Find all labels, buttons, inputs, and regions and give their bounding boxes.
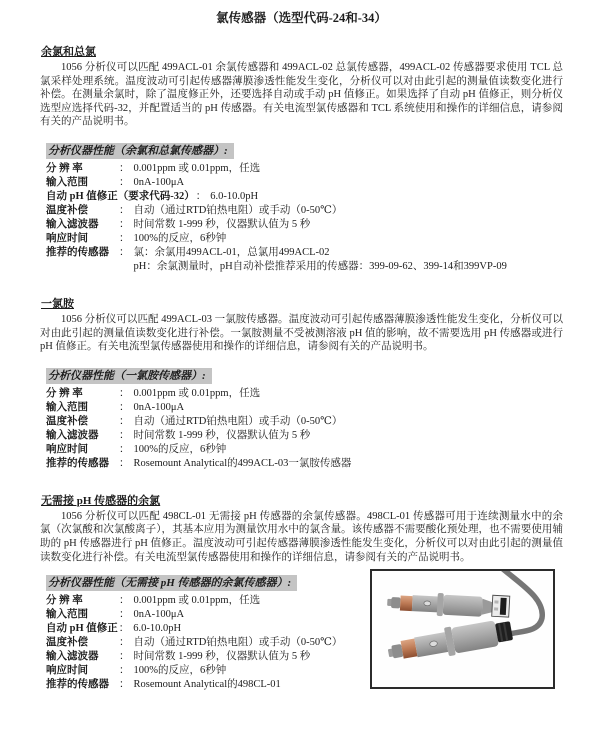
spec-colon: ： [119, 204, 130, 216]
spec-value-line-ph: pH：余氯测量时，pH自动补偿推荐采用的传感器：399-09-62、399-14和399VP-09 [133, 260, 507, 272]
spec-value: 时间常数 1-999 秒，仪器默认值为 5 秒 [133, 218, 311, 230]
spec-value: 0.001ppm 或 0.01ppm，任选 [133, 162, 261, 174]
spec-value: 100%的反应，6秒钟 [133, 443, 227, 455]
spec-value [134, 246, 507, 274]
spec-row-input-range [46, 401, 563, 415]
top-sensor-connector [492, 595, 510, 617]
spec-value: 6.0-10.0pH [133, 623, 182, 635]
spec-colon: ： [119, 595, 130, 607]
spec-list-monochloramine [46, 387, 563, 471]
section-monochloramine [40, 297, 563, 471]
spec-value-line-chlorine: 氯：余氯用499ACL-01，总氯用499ACL-02 [133, 246, 330, 258]
spec-colon: ： [119, 609, 130, 621]
spec-value: 0nA-100μA [133, 401, 185, 413]
spec-row-resolution [46, 387, 563, 401]
spec-colon: ： [119, 679, 130, 691]
section-free-and-total-chlorine [40, 45, 563, 274]
spec-value: 0nA-100μA [133, 609, 185, 621]
spec-row-auto-ph-correction [46, 622, 370, 636]
spec-list-free-total [46, 162, 563, 274]
spec-value: 0.001ppm 或 0.01ppm，任选 [133, 387, 261, 399]
spec-value: 100%的反应，6秒钟 [133, 665, 227, 677]
spec-label: 输入范围 [46, 609, 88, 621]
spec-row-recommended-sensors [46, 457, 563, 471]
spec-value: 0.001ppm 或 0.01ppm，任选 [133, 595, 261, 607]
spec-row-temp-compensation [46, 204, 563, 218]
spec-label: 输入滤波器 [46, 429, 99, 441]
spec-value: 自动（通过RTD铂热电阻）或手动（0-50℃） [133, 637, 343, 649]
spec-row-temp-compensation [46, 415, 563, 429]
spec-row-resolution [46, 162, 563, 176]
spec-row-input-range [46, 176, 563, 190]
section-free-chlorine-no-ph [40, 494, 563, 692]
section-heading-monochloramine: 一氯胺 [41, 297, 74, 310]
spec-value: 自动（通过RTD铂热电阻）或手动（0-50℃） [133, 204, 343, 216]
page-title: 氯传感器（选型代码-24和-34） [216, 11, 387, 25]
spec-row-temp-compensation [46, 636, 370, 650]
spec-label: 温度补偿 [46, 637, 88, 649]
spec-value: 6.0-10.0pH [210, 190, 259, 202]
spec-row-input-filter [46, 650, 370, 664]
spec-label: 响应时间 [46, 232, 88, 244]
spec-colon: ： [119, 457, 130, 469]
spec-label: 自动 pH 值修正 [46, 623, 118, 635]
performance-heading-free-chlorine-no-ph: 分析仪器性能（无需接 pH 传感器的余氯传感器）: [46, 575, 297, 591]
sensor-photo-illustration [372, 571, 553, 687]
spec-colon: ： [119, 443, 130, 455]
spec-label: 推荐的传感器 [46, 679, 109, 691]
spec-row-response-time [46, 232, 563, 246]
spec-colon: ： [118, 623, 130, 635]
spec-row-recommended-sensors [46, 246, 563, 274]
spec-colon: ： [119, 218, 130, 230]
spec-label: 自动 pH 值修正（要求代码-32） [46, 190, 195, 202]
spec-label: 响应时间 [46, 443, 88, 455]
spec-colon: ： [119, 401, 130, 413]
spec-label: 温度补偿 [46, 204, 88, 216]
spec-colon: ： [119, 665, 130, 677]
spec-label: 输入滤波器 [46, 651, 99, 663]
spec-row-response-time [46, 443, 563, 457]
spec-label: 分 辨 率 [46, 595, 83, 607]
spec-row-response-time [46, 664, 370, 678]
spec-value: 时间常数 1-999 秒，仪器默认值为 5 秒 [133, 651, 311, 663]
spec-value: Rosemount Analytical的498CL-01 [133, 679, 281, 691]
spec-row-input-filter [46, 429, 563, 443]
section-paragraph: 1056 分析仪可以匹配 499ACL-03 一氯胺传感器。温度波动可引起传感器薄膜渗透性能发生变化，分析仪可以对由此引起的测量值读数变化进行补偿。一氯胺测量不受被测溶液 pH 值的影响，故不需要选用 pH 传感器或进行 pH 值修正。有关电流型氯传感器使用和操作的详细信息，请参阅有关的产品说明书。 [40, 313, 563, 353]
spec-colon: ： [119, 415, 130, 427]
spec-value: 0nA-100μA [133, 176, 185, 188]
spec-label: 分 辨 率 [46, 387, 83, 399]
spec-label: 分 辨 率 [46, 162, 83, 174]
spec-colon: ： [119, 429, 130, 441]
section-heading-free-chlorine-no-ph: 无需接 pH 传感器的余氯 [41, 494, 161, 507]
spec-label: 推荐的传感器 [46, 246, 109, 258]
spec-colon: ： [119, 651, 130, 663]
spec-label: 输入范围 [46, 401, 88, 413]
spec-colon: ： [119, 387, 130, 399]
spec-value: Rosemount Analytical的499ACL-03一氯胺传感器 [133, 457, 352, 469]
spec-label: 输入范围 [46, 176, 88, 188]
section-paragraph: 1056 分析仪可以匹配 498CL-01 无需接 pH 传感器的余氯传感器。498CL-01 传感器可用于连续测量水中的余氯（次氯酸和次氯酸离子），其基本应用为测量饮用水中的氯含量。该传感器不需要酸化预处理，也不需要使用辅助的 pH 传感器进行 pH 值修正。温度波动可引起传感器薄膜渗透性能发生变化，分析仪可以对由此引起的测量值读数变化进行补偿。有关电流型氯传感器使用和操作的详细信息，请参阅有关的产品说明书。 [40, 510, 563, 563]
spec-colon: ： [119, 246, 130, 258]
section-heading-free-total-chlorine: 余氯和总氯 [41, 46, 96, 58]
sensor-photo [370, 569, 555, 689]
spec-row-auto-ph-correction [46, 190, 563, 204]
spec-label: 温度补偿 [46, 415, 88, 427]
spec-value: 自动（通过RTD铂热电阻）或手动（0-50℃） [133, 415, 343, 427]
spec-label: 响应时间 [46, 665, 88, 677]
spec-colon: ： [195, 190, 207, 202]
spec-colon: ： [119, 162, 130, 174]
section-paragraph: 1056 分析仪可以匹配 499ACL-01 余氯传感器和 499ACL-02 总氯传感器，499ACL-02 传感器要求使用 TCL 总氯采样处理系统。温度波动可引起传感器薄膜渗透性能发生变化，分析仪可以对由此引起的测量值读数变化进行补偿。在测量余氯时，除了温度修正外，还要选择自动或手动 pH 值修正。如果选择了自动 pH 值修正，则分析仪选型应选择代码-32，并配置适当的 pH 传感器。有关电流型氯传感器和 TCL 系统使用和操作的详细信息，请参阅有关的产品说明书。 [40, 62, 563, 128]
spec-label: 推荐的传感器 [46, 457, 109, 469]
spec-list-free-chlorine-no-ph [46, 594, 370, 692]
spec-colon: ： [119, 176, 130, 188]
bottom-row [40, 573, 563, 692]
spec-value: 时间常数 1-999 秒，仪器默认值为 5 秒 [133, 429, 311, 441]
spec-row-resolution [46, 594, 370, 608]
spec-column [40, 573, 370, 692]
spec-colon: ： [119, 232, 130, 244]
spec-label: 输入滤波器 [46, 218, 99, 230]
spec-value: 100%的反应，6秒钟 [133, 232, 227, 244]
performance-heading-monochloramine: 分析仪器性能（一氯胺传感器）: [46, 368, 212, 384]
spec-row-input-filter [46, 218, 563, 232]
performance-heading-free-total: 分析仪器性能（余氯和总氯传感器）: [46, 143, 234, 159]
spec-row-input-range [46, 608, 370, 622]
spec-row-recommended-sensors [46, 678, 370, 692]
spec-colon: ： [119, 637, 130, 649]
